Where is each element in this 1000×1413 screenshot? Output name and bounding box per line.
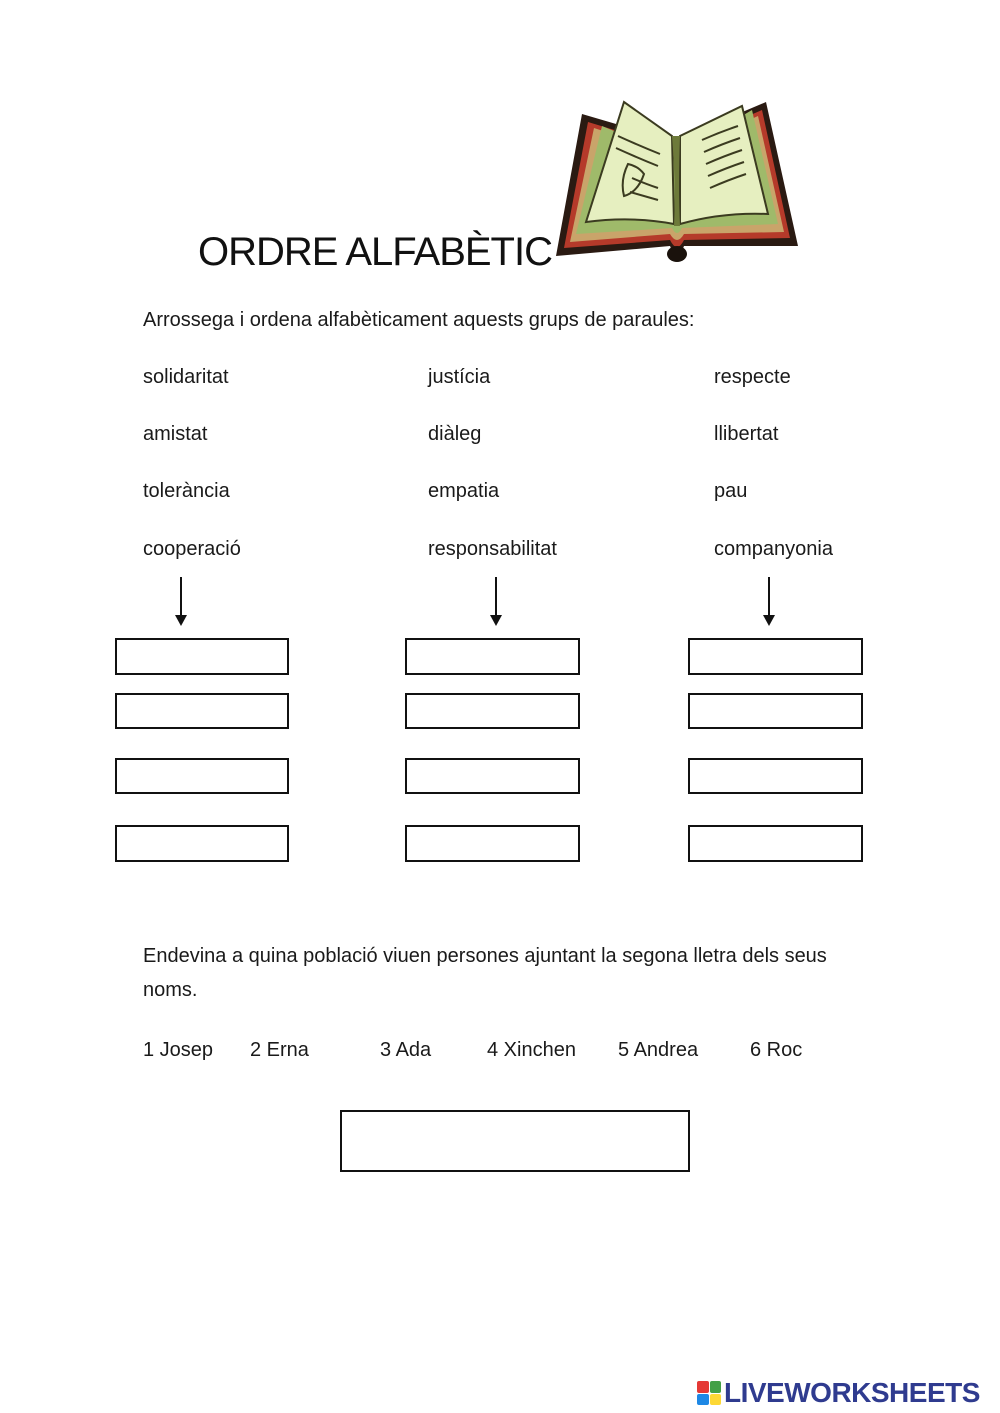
question2-text: Endevina a quina població viuen persones ajuntant la segona lletra dels seus noms. <box>143 945 827 1001</box>
drop-box-col1-3[interactable] <box>115 758 289 794</box>
word-col1-1[interactable]: solidaritat <box>143 366 229 388</box>
drop-box-col2-4[interactable] <box>405 825 580 862</box>
name-item-4: 4 Xinchen <box>487 1039 576 1061</box>
name-item-6: 6 Roc <box>750 1039 803 1061</box>
name-item-5: 5 Andrea <box>618 1039 699 1061</box>
open-book-icon <box>552 96 802 268</box>
name-item-2: 2 Erna <box>250 1039 309 1061</box>
word-col1-4[interactable]: cooperació <box>143 538 241 560</box>
word-col3-4[interactable]: companyonia <box>714 538 833 560</box>
word-col2-2[interactable]: diàleg <box>428 423 482 445</box>
brand-name: LIVEWORKSHEETS <box>724 1377 980 1408</box>
word-col1-2[interactable]: amistat <box>143 423 208 445</box>
down-arrow-icon <box>174 577 188 627</box>
word-col2-1[interactable]: justícia <box>428 366 491 388</box>
page-title: ORDRE ALFABÈTIC <box>198 230 552 274</box>
drop-box-col1-1[interactable] <box>115 638 289 675</box>
drop-box-col3-4[interactable] <box>688 825 863 862</box>
word-col2-4[interactable]: responsabilitat <box>428 538 557 560</box>
down-arrow-icon <box>489 577 503 627</box>
drop-box-col2-3[interactable] <box>405 758 580 794</box>
brand-grid-icon <box>697 1381 721 1405</box>
brand-square-yellow <box>710 1394 722 1406</box>
drop-box-col3-1[interactable] <box>688 638 863 675</box>
drop-box-col1-2[interactable] <box>115 693 289 729</box>
instruction-text: Arrossega i ordena alfabèticament aquests grups de paraules: <box>143 309 695 331</box>
name-item-3: 3 Ada <box>380 1039 432 1061</box>
answer-input-box[interactable] <box>340 1110 690 1172</box>
name-item-1: 1 Josep <box>143 1039 214 1061</box>
brand-square-red <box>697 1381 709 1393</box>
word-col1-3[interactable]: tolerància <box>143 480 230 502</box>
drop-box-col2-2[interactable] <box>405 693 580 729</box>
word-col2-3[interactable]: empatia <box>428 480 500 502</box>
drop-box-col1-4[interactable] <box>115 825 289 862</box>
drop-box-col3-2[interactable] <box>688 693 863 729</box>
word-col3-2[interactable]: llibertat <box>714 423 779 445</box>
drop-box-col2-1[interactable] <box>405 638 580 675</box>
word-col3-1[interactable]: respecte <box>714 366 791 388</box>
down-arrow-icon <box>762 577 776 627</box>
brand-square-green <box>710 1381 722 1393</box>
brand-square-blue <box>697 1394 709 1406</box>
brand-logo <box>697 1377 980 1409</box>
drop-box-col3-3[interactable] <box>688 758 863 794</box>
word-col3-3[interactable]: pau <box>714 480 748 502</box>
